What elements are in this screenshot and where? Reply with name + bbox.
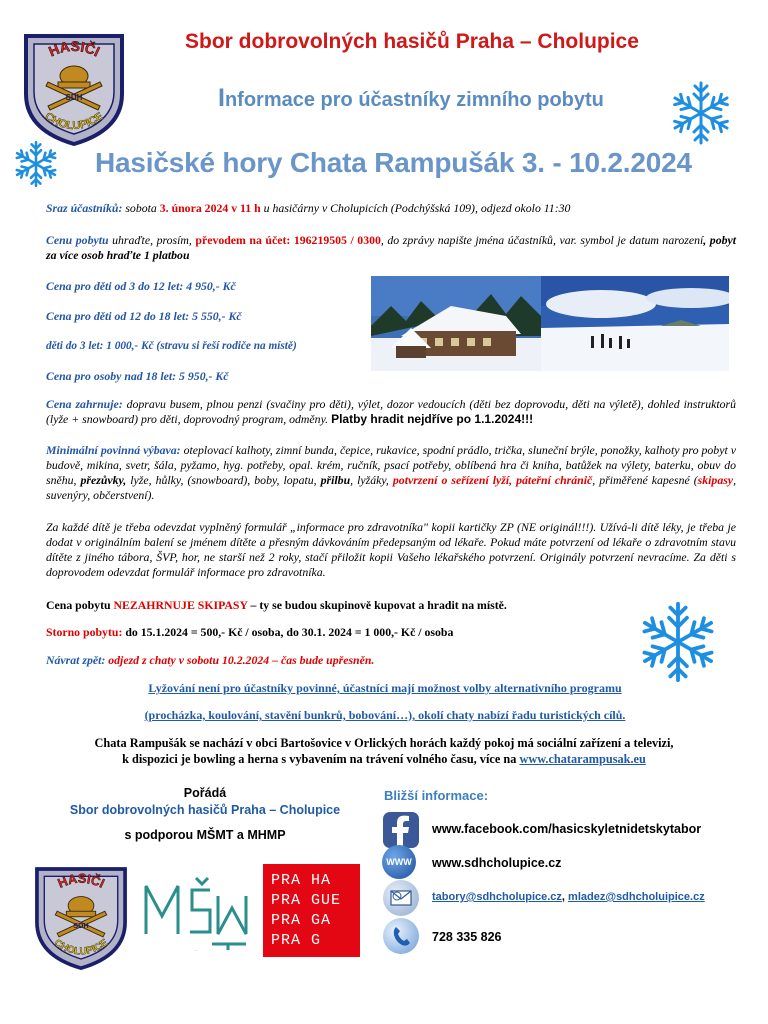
cena-zahrnuje-paragraph [46, 397, 736, 427]
cena-pobytu-text-3: , pobyt za více osob hraďte 1 platbou [46, 233, 737, 262]
info-title [218, 84, 668, 113]
vybava-text-5: , suvenýry, občerstvení). [46, 473, 737, 502]
praha-logo-text: GA [311, 912, 332, 929]
navrat-label: Návrat zpět: [46, 653, 106, 667]
storno-line [46, 625, 636, 640]
skipas-note [46, 598, 636, 613]
storno-label: Storno pobytu: [46, 625, 123, 639]
vybava-potvrzeni: potvrzení o seřízení lyží, páteřní chránič [392, 473, 593, 487]
vybava-text-4: , přiměřené kapesné ( [592, 473, 698, 487]
vybava-text-3: , lyžáky, [350, 473, 393, 487]
msmt-logo [142, 872, 250, 952]
email-mladez[interactable]: mladez@sdhcholuipice.cz [568, 891, 705, 903]
cena-pobytu-text: uhraďte, prosím, [108, 233, 196, 247]
snow-hiking-photo [541, 276, 729, 371]
vybava-skipasy: skipasy [697, 473, 734, 487]
sraz-text: sobota [122, 201, 160, 215]
vybava-prilba: přilbu [320, 473, 351, 487]
skipas-note-red: NEZAHRNUJE SKIPASY [113, 598, 248, 612]
lyzovani-line-2: (procházka, koulování, stavění bunkrů, bobování…), okolí chaty nabízí řadu turistických cílů. [144, 708, 626, 722]
chata-line-1: Chata Rampušák se nachází v obci Bartošovice v Orlických horách každý pokoj má sociální zařízení a televizi, [94, 736, 674, 750]
snowflake-icon [668, 80, 734, 146]
praha-logo-text: HA [311, 872, 332, 889]
snowflake-icon [636, 600, 720, 684]
cena-zahrnuje-label: Cena zahrnuje: [46, 397, 123, 411]
chata-line-2-text: k dispozici je bowling a herna s vybavením na trávení volného času, více na [122, 752, 520, 766]
hasici-logo [28, 858, 134, 970]
cena-zahrnuje-text: dopravu busem, plnou penzi (svačiny pro děti), výlet, dozor vedoucích (děti bez doprovodu, děti na výletě), dohled instruktorů (lyže + snowboard) pro děti, doprovodný program, odměny. [46, 397, 737, 426]
sraz-paragraph [46, 201, 736, 216]
bank-account: převodem na účet: 196219505 / 0300 [195, 233, 381, 247]
sraz-text-2: u hasičárny v Cholupicích (Podchýšská 109), odjezd okolo 11:30 [260, 201, 571, 215]
phone-number: 728 335 826 [432, 930, 502, 944]
skipas-note-text-2: – ty se budou skupinově kupovat a hradit na místě. [247, 598, 507, 612]
hasici-logo [18, 24, 130, 146]
org-title: Sbor dobrovolných hasičů Praha – Cholupice [185, 30, 639, 53]
facebook-icon[interactable] [383, 812, 419, 848]
msmt-logo-text: MŠMT [194, 951, 198, 952]
chalet-photo [371, 276, 541, 371]
cena-pobytu-paragraph [46, 233, 736, 263]
email-tabory[interactable]: tabory@sdhcholupice.cz [432, 891, 562, 903]
logo-text-center: SDH [65, 93, 83, 102]
info-title-initial: I [218, 84, 225, 112]
email-line [432, 891, 705, 903]
storno-text: do 15.1.2024 = 500,- Kč / osoba, do 30.1. 2024 = 1 000,- Kč / osoba [122, 625, 454, 639]
vybava-label: Minimální povinná výbava: [46, 443, 181, 457]
www-icon[interactable]: WWW [382, 845, 416, 879]
praha-logo-text: PRA [271, 932, 302, 949]
email-icon[interactable] [383, 880, 419, 916]
lyzovani-line-1: Lyžování není pro účastníky povinné, účastníci mají možnost volby alternativního programu [148, 681, 622, 695]
zdravotnik-paragraph: Za každé dítě je třeba odevzdat vyplněný formulář „informace pro zdravotníka" kopii kartičky ZP (NE originál!!!). Užívá-li dítě léky, je třeba je dodat v originálním balení se jménem dítěte a přesným dávkováním předepsaným od lékaře. Pokud máte potvrzení od lékaře o zdravotním stavu dítěte z jiného tábora, ŠVP, hor, ne starší než 2 roky, stačí přiložit kopii Vašeho lékařského potvrzení. Originály potvrzení nevracíme. Za děti s doprovodem odevzdat formulář informace pro zdravotníka. [46, 520, 736, 579]
email-separator: , [561, 891, 569, 903]
porada-label: Pořádá [183, 786, 227, 800]
navrat-text: odjezd z chaty v sobotu 10.2.2024 – čas bude upřesněn. [105, 653, 375, 667]
web-link[interactable]: www.sdhcholupice.cz [432, 856, 562, 870]
sraz-date: 3. února 2024 v 11 h [159, 201, 261, 215]
sraz-label: Sraz účastníků: [46, 201, 123, 215]
logo-text-top: HASIČI [46, 37, 103, 60]
price-item: děti do 3 let: 1 000,- Kč (stravu si řeší rodiče na místě) [46, 340, 297, 352]
logo-text-top: HASIČI [55, 870, 107, 891]
navrat-line [46, 653, 636, 668]
payment-deadline: Platby hradit nejdříve po 1.1.2024!!! [331, 412, 534, 426]
snowflake-icon [12, 140, 60, 188]
praha-logo-text: PRA [271, 912, 302, 929]
footer-support: s podporou MŠMT a MHMP [124, 828, 286, 842]
vybava-text: oteplovací kalhoty, zimní bunda, čepice, rukavice, spodní prádlo, trička, sluneční brýle, ponožky, kalhoty pro pobyt v budově, mikina, svetr, šála, pyžamo, hyg. potřeby, opal. krém, ručník, psací potřeby, oblíbená hra či kniha, batůžek na výlety, baterku, obuv do sněhu, [46, 443, 737, 487]
praha-logo-text: PRA [271, 892, 302, 909]
price-item: Cena pro děti od 3 do 12 let: 4 950,- Kč [46, 279, 236, 293]
logo-text-center: SDH [73, 920, 89, 930]
event-title: Hasičské hory Chata Rampušák 3. - 10.2.2024 [95, 147, 692, 178]
praha-logo-text: G [311, 932, 322, 949]
footer-org: Sbor dobrovolných hasičů Praha – Cholupice [69, 803, 341, 817]
vybava-text-2: lyže, hůlky, (snowboard), boby, lopatu, [126, 473, 321, 487]
logo-text-bottom: CHOLUPICE [42, 110, 106, 133]
facebook-link[interactable]: www.facebook.com/hasicskyletnidetskytabor [432, 822, 702, 836]
chatarampusak-link[interactable]: www.chatarampusak.eu [519, 752, 646, 766]
cena-pobytu-label: Cenu pobytu [46, 233, 109, 247]
logo-text-bottom: CHOLUPICE [52, 937, 110, 958]
praha-logo [263, 864, 360, 957]
price-item: Cena pro děti od 12 do 18 let: 5 550,- Kč [46, 309, 242, 323]
vybava-paragraph [46, 443, 736, 503]
contacts-title: Bližší informace: [384, 788, 489, 803]
info-title-rest: nformace pro účastníky zimního pobytu [224, 89, 604, 111]
praha-logo-text: PRA [271, 872, 302, 889]
vybava-prezuvky: přezůvky, [80, 473, 127, 487]
phone-icon[interactable] [383, 918, 419, 954]
chata-line-2 [20, 752, 748, 767]
price-item: Cena pro osoby nad 18 let: 5 950,- Kč [46, 369, 229, 383]
praha-logo-text: GUE [311, 892, 342, 909]
skipas-note-text: Cena pobytu [46, 598, 114, 612]
cena-pobytu-text-2: , do zprávy napište jména účastníků, var. symbol je datum narození [380, 233, 704, 247]
